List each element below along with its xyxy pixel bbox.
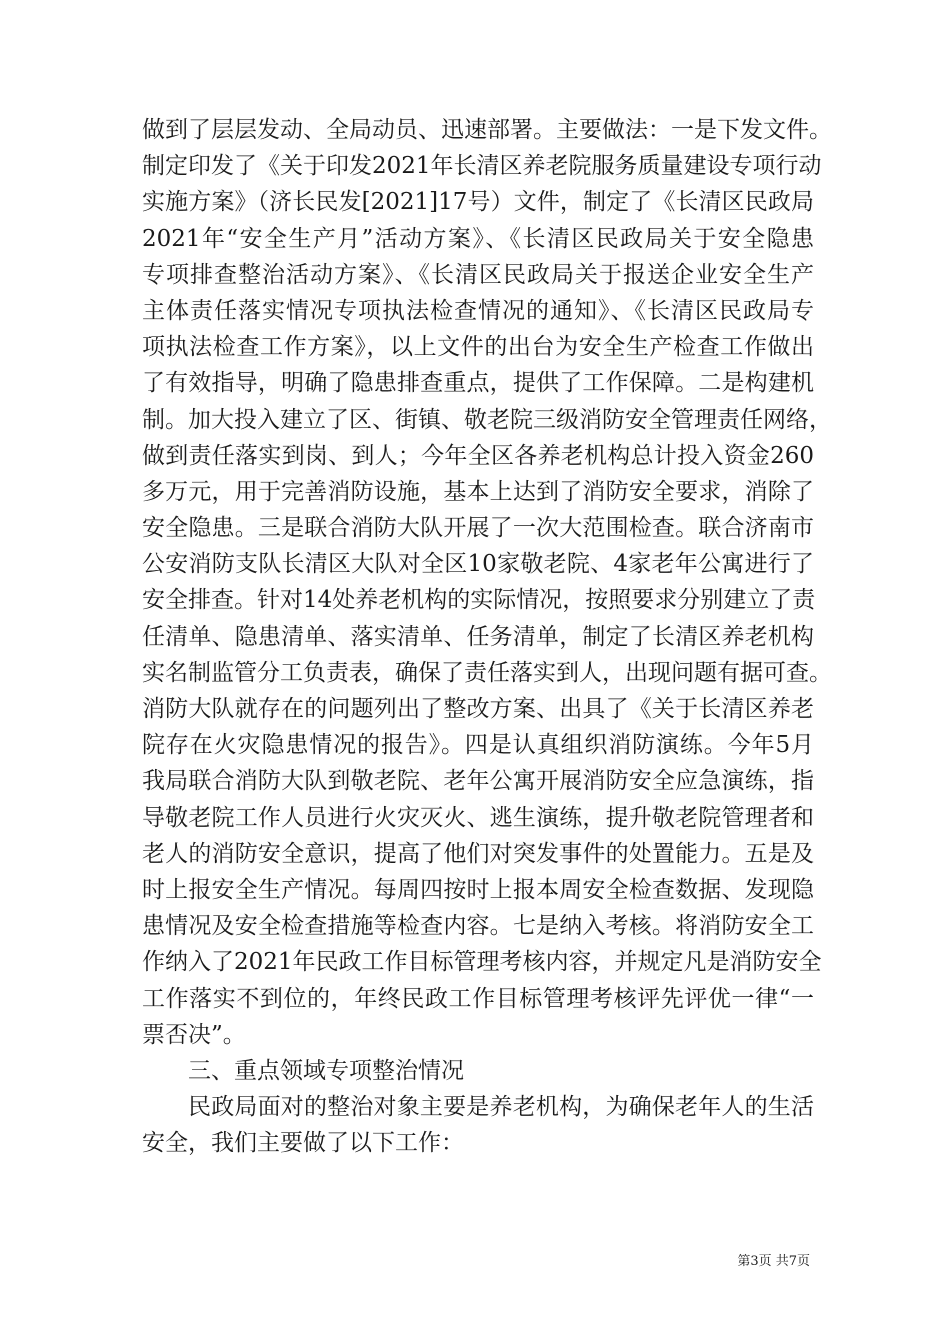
text-line: 票否决”。 [142, 1021, 246, 1048]
text-line: 导敬老院工作人员进行火灾灭火、逃生演练，提升敬老院管理者和 [142, 804, 814, 831]
paragraph-elderly-institutions [142, 1089, 814, 1161]
text-line: 安全排查。针对14处养老机构的实际情况，按照要求分别建立了责 [142, 587, 816, 614]
text-line: 民政局面对的整治对象主要是养老机构，为确保老年人的生活 [188, 1094, 814, 1121]
text-line: 实施方案》（济长民发[2021]17号）文件，制定了《长清区民政局 [142, 189, 814, 216]
text-line: 做到责任落实到岗、到人；今年全区各养老机构总计投入资金260 [142, 442, 814, 469]
text-line: 工作落实不到位的，年终民政工作目标管理考核评先评优一律“一 [142, 985, 814, 1012]
text-line: 做到了层层发动、全局动员、迅速部署。主要做法：一是下发文件。 [142, 117, 832, 143]
text-line: 时上报安全生产情况。每周四按时上报本周安全检查数据、发现隐 [142, 876, 814, 903]
text-line: 制。加大投入建立了区、街镇、敬老院三级消防安全管理责任网络， [142, 406, 832, 433]
text-line: 专项排查整治活动方案》、《长清区民政局关于报送企业安全生产 [142, 261, 814, 288]
page-number-footer: 第3页 共7页 [737, 1254, 810, 1269]
paragraph-fire-safety [142, 112, 832, 1053]
text-line: 我局联合消防大队到敬老院、老年公寓开展消防安全应急演练，指 [142, 768, 814, 795]
text-line: 消防大队就存在的问题列出了整改方案、出具了《关于长清区养老 [142, 696, 814, 722]
text-line: 安全隐患。三是联合消防大队开展了一次大范围检查。联合济南市 [142, 515, 814, 542]
section-heading: 三、重点领域专项整治情况 [188, 1057, 464, 1084]
text-line: 院存在火灾隐患情况的报告》。四是认真组织消防演练。今年5月 [142, 732, 814, 759]
text-line: 作纳入了2021年民政工作目标管理考核内容，并规定凡是消防安全 [142, 949, 822, 976]
text-line: 主体责任落实情况专项执法检查情况的通知》、《长清区民政局专 [142, 297, 814, 324]
text-line: 任清单、隐患清单、落实清单、任务清单，制定了长清区养老机构 [142, 623, 814, 650]
text-line: 多万元，用于完善消防设施，基本上达到了消防安全要求，消除了 [142, 478, 814, 505]
text-line: 患情况及安全检查措施等检查内容。七是纳入考核。将消防安全工 [142, 913, 814, 940]
text-line: 制定印发了《关于印发2021年长清区养老院服务质量建设专项行动 [142, 153, 822, 180]
text-line: 项执法检查工作方案》，以上文件的出台为安全生产检查工作做出 [142, 334, 814, 361]
text-line: 实名制监管分工负责表，确保了责任落实到人，出现问题有据可查。 [142, 659, 832, 686]
text-line: 2021年“安全生产月”活动方案》、《长清区民政局关于安全隐患 [142, 225, 814, 252]
text-line: 安全，我们主要做了以下工作： [142, 1130, 464, 1157]
text-line: 公安消防支队长清区大队对全区10家敬老院、4家老年公寓进行了 [142, 551, 814, 578]
text-line: 了有效指导，明确了隐患排查重点，提供了工作保障。二是构建机 [142, 370, 814, 397]
document-body [142, 112, 832, 1161]
text-line: 老人的消防安全意识，提高了他们对突发事件的处置能力。五是及 [142, 840, 814, 867]
